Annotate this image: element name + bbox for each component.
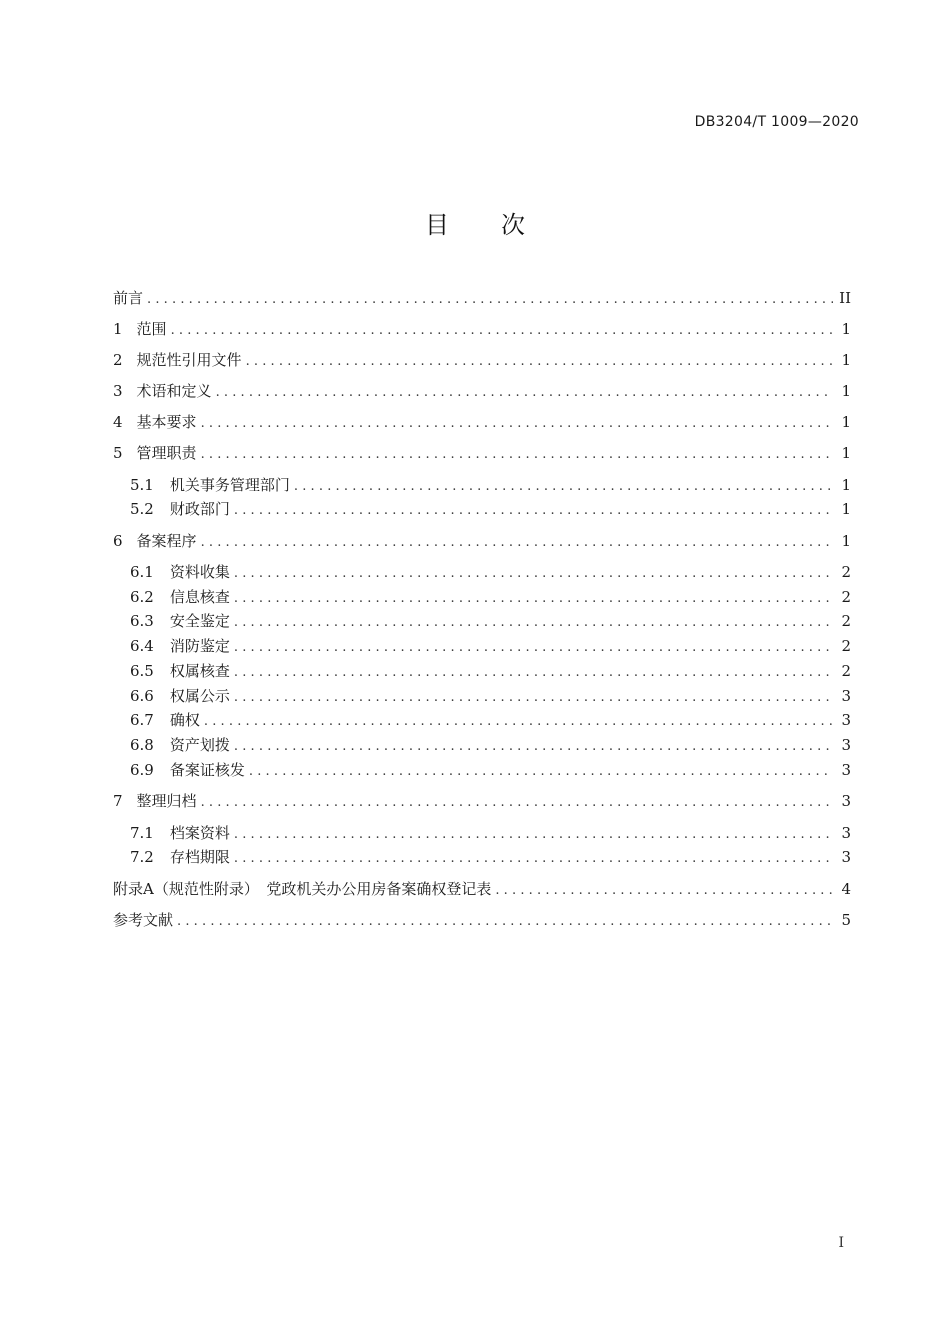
toc-page: 1 xyxy=(841,444,851,462)
toc-number: 6.6 xyxy=(130,687,154,705)
toc-title-text: 整理归档 xyxy=(136,792,197,810)
toc-leader xyxy=(201,412,833,436)
toc-page: 1 xyxy=(841,532,851,550)
toc-entry-6-9[interactable] xyxy=(130,758,851,782)
toc-number: 2 xyxy=(113,351,123,369)
toc-entry-6-5[interactable] xyxy=(130,659,851,683)
toc-title-text: 规范性引用文件 xyxy=(136,351,242,369)
toc-leader xyxy=(234,562,833,586)
toc-label: 附录A（规范性附录） 党政机关办公用房备案确权登记表 xyxy=(113,880,492,898)
toc-entry-6-8[interactable] xyxy=(130,733,851,757)
toc-page: 1 xyxy=(841,500,851,518)
toc-title-text: 基本要求 xyxy=(136,413,197,431)
toc-leader xyxy=(249,760,833,784)
toc-page: 3 xyxy=(841,792,851,810)
toc-leader xyxy=(234,499,833,523)
toc-entry-foreword[interactable] xyxy=(113,286,851,310)
toc-title-text: 备案证核发 xyxy=(169,761,245,779)
page-title: 目次 xyxy=(425,211,577,239)
toc-entry-3[interactable] xyxy=(113,379,851,403)
toc-label xyxy=(130,684,230,708)
toc-leader xyxy=(216,381,833,405)
toc-label: 参考文献 xyxy=(113,911,174,929)
toc-number: 5.2 xyxy=(130,500,154,518)
toc-entry-6-3[interactable] xyxy=(130,609,851,633)
toc-entry-7-1[interactable] xyxy=(130,821,851,845)
toc-page: 3 xyxy=(841,736,851,754)
toc-leader xyxy=(234,636,833,660)
toc-leader xyxy=(495,879,833,903)
toc-page: 1 xyxy=(841,320,851,338)
toc-label xyxy=(130,497,230,521)
toc-page: 2 xyxy=(841,563,851,581)
toc-number: 5 xyxy=(113,444,123,462)
toc-page: II xyxy=(839,289,851,307)
toc-page: 3 xyxy=(841,687,851,705)
toc-leader xyxy=(234,823,833,847)
toc-entry-5-1[interactable] xyxy=(130,473,851,497)
toc-title-text: 备案程序 xyxy=(136,532,197,550)
toc-entry-7[interactable] xyxy=(113,789,851,813)
toc-page: 2 xyxy=(841,588,851,606)
toc-entry-6[interactable] xyxy=(113,529,851,553)
toc-label xyxy=(113,529,197,553)
toc-title-text: 信息核查 xyxy=(169,588,230,606)
toc-page: 2 xyxy=(841,662,851,680)
toc-leader xyxy=(234,661,833,685)
toc-title-text: 资料收集 xyxy=(169,563,230,581)
toc-label xyxy=(130,473,290,497)
toc-leader xyxy=(171,319,833,343)
toc-leader xyxy=(201,531,833,555)
toc-label xyxy=(113,410,197,434)
toc-entry-6-6[interactable] xyxy=(130,684,851,708)
toc-label: 前言 xyxy=(113,289,144,307)
standard-code: DB3204/T 1009—2020 xyxy=(694,114,859,130)
toc-number: 7.2 xyxy=(130,848,154,866)
toc-label xyxy=(130,733,230,757)
toc-leader xyxy=(147,288,833,312)
toc-label xyxy=(113,789,197,813)
toc-label xyxy=(113,317,167,341)
toc-label xyxy=(130,585,230,609)
toc-entry-appendix-a[interactable] xyxy=(113,877,851,901)
toc-page: 5 xyxy=(841,911,851,929)
toc-number: 3 xyxy=(113,382,123,400)
toc-title-text: 管理职责 xyxy=(136,444,197,462)
toc-title-text: 财政部门 xyxy=(169,500,230,518)
toc-entry-1[interactable] xyxy=(113,317,851,341)
toc-page: 3 xyxy=(841,711,851,729)
toc-label xyxy=(130,609,230,633)
toc-page: 1 xyxy=(841,413,851,431)
toc-leader xyxy=(201,791,833,815)
toc-entry-references[interactable] xyxy=(113,908,851,932)
toc-number: 6.5 xyxy=(130,662,154,680)
toc-label xyxy=(130,634,230,658)
toc-page: 2 xyxy=(841,637,851,655)
toc-number: 6.7 xyxy=(130,711,154,729)
toc-title-text: 安全鉴定 xyxy=(169,612,230,630)
toc-label xyxy=(113,348,242,372)
toc-entry-6-7[interactable] xyxy=(130,708,851,732)
toc-label xyxy=(130,758,245,782)
toc-number: 6.4 xyxy=(130,637,154,655)
toc-page: 1 xyxy=(841,476,851,494)
toc-entry-7-2[interactable] xyxy=(130,845,851,869)
toc-label xyxy=(130,845,230,869)
toc-leader xyxy=(234,611,833,635)
toc-title-text: 确权 xyxy=(169,711,200,729)
toc-title-text: 消防鉴定 xyxy=(169,637,230,655)
toc-number: 6.8 xyxy=(130,736,154,754)
toc-title-text: 存档期限 xyxy=(169,848,230,866)
page-number: I xyxy=(838,1235,844,1251)
toc-page: 1 xyxy=(841,382,851,400)
toc-page: 2 xyxy=(841,612,851,630)
toc-entry-6-4[interactable] xyxy=(130,634,851,658)
toc-leader xyxy=(177,910,833,934)
toc-leader xyxy=(234,735,833,759)
toc-leader xyxy=(246,350,833,374)
toc-leader xyxy=(294,475,833,499)
toc-number: 6.9 xyxy=(130,761,154,779)
toc-page: 1 xyxy=(841,351,851,369)
toc-entry-6-1[interactable] xyxy=(130,560,851,584)
toc-page: 4 xyxy=(841,880,851,898)
toc-title-text: 术语和定义 xyxy=(136,382,212,400)
toc-number: 4 xyxy=(113,413,123,431)
toc-page: 3 xyxy=(841,824,851,842)
toc-leader xyxy=(204,710,833,734)
toc-leader xyxy=(234,686,833,710)
toc-page: 3 xyxy=(841,848,851,866)
toc-label xyxy=(130,560,230,584)
toc-entry-2[interactable] xyxy=(113,348,851,372)
toc-number: 1 xyxy=(113,320,123,338)
toc-number: 6.1 xyxy=(130,563,154,581)
toc-entry-4[interactable] xyxy=(113,410,851,434)
toc-number: 7 xyxy=(113,792,123,810)
toc-title-text: 权属核查 xyxy=(169,662,230,680)
toc-entry-5[interactable] xyxy=(113,441,851,465)
toc-title-text: 权属公示 xyxy=(169,687,230,705)
toc-number: 5.1 xyxy=(130,476,154,494)
toc-entry-5-2[interactable] xyxy=(130,497,851,521)
toc-page: 3 xyxy=(841,761,851,779)
toc-number: 6.3 xyxy=(130,612,154,630)
toc-label xyxy=(130,659,230,683)
toc-number: 6 xyxy=(113,532,123,550)
toc-title-text: 档案资料 xyxy=(169,824,230,842)
toc-number: 7.1 xyxy=(130,824,154,842)
toc-number: 6.2 xyxy=(130,588,154,606)
toc-label xyxy=(113,441,197,465)
toc-leader xyxy=(201,443,833,467)
toc-entry-6-2[interactable] xyxy=(130,585,851,609)
toc-leader xyxy=(234,587,833,611)
toc-leader xyxy=(234,847,833,871)
toc-label xyxy=(130,821,230,845)
toc-label xyxy=(113,379,212,403)
toc-title-text: 资产划拨 xyxy=(169,736,230,754)
toc-label xyxy=(130,708,200,732)
toc-title-text: 范围 xyxy=(136,320,167,338)
toc-title-text: 机关事务管理部门 xyxy=(169,476,290,494)
